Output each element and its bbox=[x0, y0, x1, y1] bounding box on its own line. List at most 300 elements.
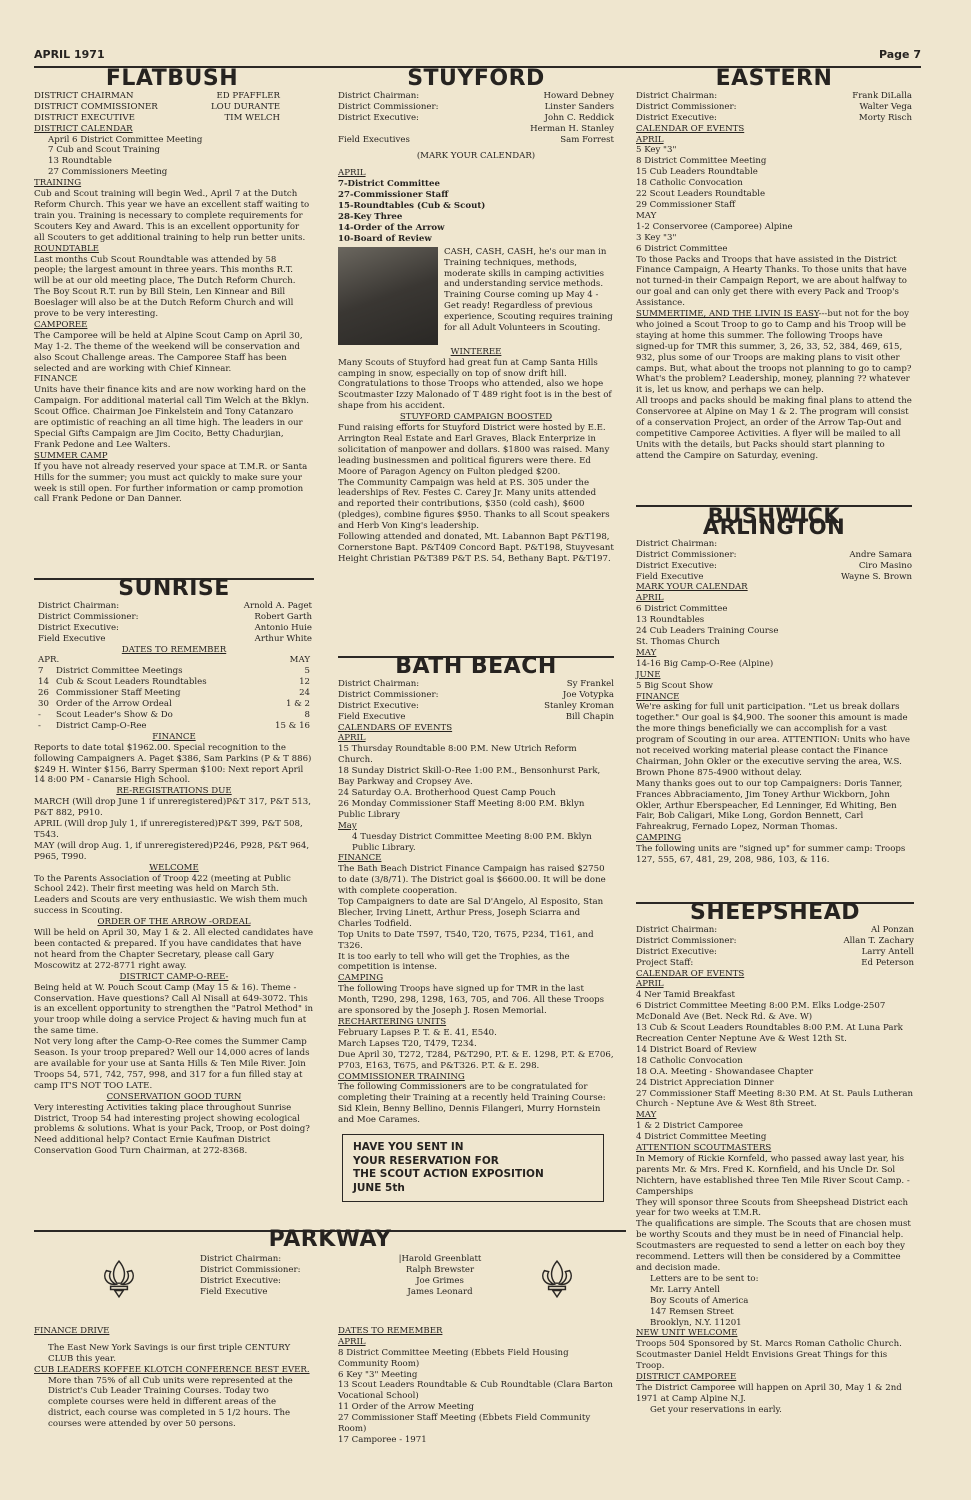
staff-row bbox=[338, 135, 614, 146]
oa-text: Will be held on April 30, May 1 & 2. All elected candidates have been contacted & prepared. If you have candidates that have not heard from the Chapter Secretary, please call Gary Moscowitz at 272-8771 right away. bbox=[34, 928, 314, 971]
camping-heading: CAMPING bbox=[636, 833, 682, 844]
sunrise-section bbox=[34, 578, 314, 1157]
calendar-item: 14-Order of the Arrow bbox=[338, 222, 445, 233]
camporee-text: Being held at W. Pouch Scout Camp (May 15 & 16). Theme - Conservation. Have questions? Call Al Nisall at 649-3072. This is an excellent opportunity to strengthen the "Patrol Method" in your troop while doing a service Project & having much fun at the same time. bbox=[34, 982, 313, 1037]
eastern-may bbox=[636, 222, 912, 255]
attention-text-3: The qualifications are simple. The Scouts that are chosen must be worthy Scouts and they must be in need of Financial help. bbox=[636, 1219, 911, 1241]
staff-row bbox=[636, 958, 914, 969]
calendar-item: 18 Catholic Convocation bbox=[636, 1055, 743, 1066]
date-row bbox=[34, 699, 314, 710]
staff-row bbox=[38, 623, 312, 634]
date-event: District Camp-O-Ree bbox=[56, 720, 147, 731]
staff-role: DISTRICT CHAIRMAN bbox=[34, 90, 134, 101]
commissioner-heading: COMMISSIONER TRAINING bbox=[338, 1071, 465, 1082]
finance-drive-text: The East New York Savings is our first triple CENTURY CLUB this year. bbox=[48, 1342, 291, 1364]
staff-name: Allan T. Zachary bbox=[843, 935, 914, 946]
staff-role: District Executive: bbox=[338, 700, 419, 711]
staff-role: District Executive: bbox=[338, 112, 419, 123]
eastern-staff bbox=[636, 91, 912, 124]
community-text: The Community Campaign was held at P.S. 305 under the leaderships of Rev. Festes C. Carey Jr. Many units attended and reported their contributions, $350 (cold cash), $600 (pledges), combine figures $950. Thanks to all Scout speakers and Herb Von King's leadership. bbox=[338, 477, 610, 532]
camporee-text: The District Camporee will happen on April 30, May 1 & 2nd 1971 at Camp Alpine N.J. bbox=[636, 1382, 902, 1404]
staff-name: Bill Chapin bbox=[565, 711, 614, 722]
bathbeach-staff bbox=[338, 679, 614, 723]
training-text: Cub and Scout training will begin Wed., April 7 at the Dutch Reform Church. This year we have an excellent staff waiting to train you. Training is necessary to complete requirements for Scouters Key and Award. This is an excellent opportunity for all Scouters to get additional training to help run better units. bbox=[34, 189, 310, 243]
flatbush-section bbox=[34, 66, 310, 505]
address-line: Mr. Larry Antell bbox=[650, 1284, 720, 1295]
bushwick-staff bbox=[636, 539, 912, 583]
calendar-item: 13 Roundtables bbox=[636, 615, 705, 626]
staff-row bbox=[338, 91, 614, 102]
calendar-item: 13 Scout Leaders Roundtable & Cub Roundtable (Clara Barton Vocational School) bbox=[338, 1380, 613, 1402]
staff-name: Sam Forrest bbox=[560, 134, 614, 145]
cub-heading: CUB LEADERS KOFFEE KLOTCH CONFERENCE BEST EVER. bbox=[34, 1364, 310, 1375]
calendar-item: 11 Order of the Arrow Meeting bbox=[338, 1402, 475, 1413]
date-event: Scout Leader's Show & Do bbox=[56, 709, 173, 720]
issue-date: APRIL 1971 bbox=[34, 48, 105, 61]
roundtable-heading: ROUNDTABLE bbox=[34, 243, 99, 254]
date-event: Cub & Scout Leaders Roundtables bbox=[56, 677, 207, 688]
sheepshead-may bbox=[636, 1121, 914, 1143]
staff-name: Walter Vega bbox=[859, 101, 912, 112]
finance-text: The Bath Beach District Finance Campaign has raised $2750 to date (3/8/71). The District goal is $6600.00. It will be done with complete cooperation. bbox=[338, 864, 606, 897]
bushwick-may bbox=[636, 659, 912, 670]
welcome-text: To the Parents Association of Troop 422 (meeting at Public School 242). Their first meeting was held on March 5th. Leaders and Scouts are very enthusiastic. We wish them much success in Scouting. bbox=[34, 873, 308, 917]
staff-role: District Chairman: bbox=[38, 600, 120, 611]
date-may: 1 & 2 bbox=[285, 699, 310, 710]
calendar-heading: CALENDAR OF EVENTS bbox=[636, 123, 745, 134]
staff-name: Larry Antell bbox=[861, 946, 914, 957]
rereg-item: MARCH (Will drop June 1 if unreregistered)P&T 317, P&T 513, P&T 882, P910. bbox=[34, 797, 311, 819]
finance-text-3: Top Units to Date T597, T540, T20, T675, P234, T161, and T326. bbox=[338, 929, 594, 951]
staff-name: ED PFAFFLER bbox=[216, 90, 280, 101]
camporee-text: The Camporee will be held at Alpine Scout Camp on April 30, May 1-2. The theme of the weekend will be conservation and also Scout Challenge areas. The Camporee Staff has been selected and are working with Chief Kinnear. bbox=[34, 330, 303, 374]
staff-role: District Executive: bbox=[636, 112, 717, 123]
staff-row bbox=[34, 91, 280, 102]
bushwick-section bbox=[636, 505, 912, 866]
bathbeach-section bbox=[338, 656, 614, 1202]
calendar-item: 8 District Committee Meeting (Ebbets Field Housing Community Room) bbox=[338, 1347, 569, 1369]
finance-drive-heading: FINANCE DRIVE bbox=[34, 1325, 110, 1336]
recharter-item: March Lapses T20, T479, T234. bbox=[338, 1038, 477, 1049]
eastern-calendar bbox=[636, 145, 912, 210]
date-row bbox=[34, 677, 314, 688]
welcome-heading: WELCOME bbox=[149, 862, 199, 873]
page-header bbox=[34, 48, 921, 66]
staff-name: Sy Frankel bbox=[566, 678, 614, 689]
sheepshead-calendar bbox=[636, 990, 914, 1110]
dates-heading: DATES TO REMEMBER bbox=[121, 644, 227, 655]
address-block bbox=[636, 1285, 914, 1329]
rereg-item: APRIL (Will drop July 1, if unreregistered)P&T 399, P&T 508, T543. bbox=[34, 819, 303, 840]
stuyford-section bbox=[338, 66, 614, 565]
staff-row bbox=[38, 601, 312, 612]
camping-heading: CAMPING bbox=[338, 973, 384, 984]
calendar-item: 18 Catholic Convocation bbox=[636, 178, 743, 189]
staff-role: DISTRICT COMMISSIONER bbox=[34, 101, 158, 112]
calendar-item: 4 Ner Tamid Breakfast bbox=[636, 990, 735, 1001]
staff-name: Morty Risch bbox=[858, 112, 912, 123]
conservoree-text: All troops and packs should be making final plans to attend the Conservoree at Alpine on May 1 & 2. The program will consist of a conservation Project, an order of the Arrow Tap-Out and competitive Camporee Activities. A flyer will be mailed to all Units with the details, but Packs should start planning to attend the Campire on Saturday, evening. bbox=[636, 396, 912, 461]
calendar-item: 1-2 Conservoree (Camporee) Alpine bbox=[636, 221, 793, 232]
date-april: 30 bbox=[38, 699, 49, 710]
finance-heading: FINANCE bbox=[636, 691, 680, 702]
date-may: 15 & 16 bbox=[275, 720, 310, 731]
commissioner-text: The following Commissioners are to be congratulated for completing their Training at a recently held Training Course: Sid Klein, Benny Bellino, Dennis Filangeri, Murry Hornstein and Moe Carames. bbox=[338, 1082, 606, 1126]
staff-role: District Commissioner: bbox=[338, 101, 439, 112]
sheepshead-staff bbox=[636, 925, 914, 969]
date-may: 24 bbox=[299, 688, 310, 699]
staff-role: Field Executive bbox=[338, 711, 406, 722]
staff-role: District Executive: bbox=[200, 1275, 281, 1286]
stuyford-title: STUYFORD bbox=[407, 66, 545, 91]
fleur-de-lis-icon bbox=[98, 1258, 140, 1300]
staff-row bbox=[34, 102, 280, 113]
calendar-item: 4 District Committee Meeting bbox=[636, 1132, 767, 1143]
april-label: APRIL bbox=[338, 733, 366, 744]
reservations-text: Get your reservations in early. bbox=[650, 1404, 782, 1415]
staff-role: District Commissioner: bbox=[636, 935, 737, 946]
new-unit-heading: NEW UNIT WELCOME bbox=[636, 1328, 738, 1339]
address-line: 147 Remsen Street bbox=[650, 1306, 734, 1317]
calendar-item: 27 Commissioners Meeting bbox=[48, 167, 168, 178]
winteree-text: Many Scouts of Stuyford had great fun at Camp Santa Hills camping in snow, especially on top of snow drift hill. Congratulations to those Troops who attended, also we hope Scoutmaster Izzy Malonado of T 489 right foot is in the best of shape from his accident. bbox=[338, 357, 612, 412]
finance-text-4: It is too early to tell who will get the Trophies, as the competition is intense. bbox=[338, 951, 570, 973]
calendar-item: 7-District Committee bbox=[338, 179, 440, 190]
calendar-heading: CALENDARS OF EVENTS bbox=[338, 722, 453, 733]
recharter-item: Due April 30, T272, T284, P&T290, P.T. & E. 1298, P.T. & E706, P703, E163, T675, and P&T326. P.T. & E. 298. bbox=[338, 1049, 614, 1071]
calendar-item: April 6 District Committee Meeting bbox=[48, 134, 203, 145]
staff-name: Linster Sanders bbox=[544, 101, 614, 112]
date-row bbox=[34, 666, 314, 677]
staff-role: District Commissioner: bbox=[200, 1264, 301, 1275]
staff-row bbox=[636, 550, 912, 561]
finance-heading: FINANCE bbox=[34, 374, 78, 385]
sheepshead-section bbox=[636, 902, 914, 1416]
address-line: Brooklyn, N.Y. 11201 bbox=[650, 1317, 742, 1328]
staff-name: Joe Votypka bbox=[562, 689, 614, 700]
winteree-heading: WINTEREE bbox=[450, 346, 502, 357]
staff-row bbox=[338, 124, 614, 135]
staff-name: Joe Grimes bbox=[416, 1275, 464, 1286]
campaign-text: Fund raising efforts for Stuyford District were hosted by E.E. Arrington Real Estate and Earl Graves, Black Enterprize in solicitation of manpower and dollars. $1800 was raised. Many leading businessmen and political figurers were there. Ed Moore of Paragon Agency on Fulton pledged $200. bbox=[338, 423, 610, 477]
staff-name: TIM WELCH bbox=[224, 112, 280, 123]
calendar-item: 15 Thursday Roundtable 8:00 P.M. New Utrich Reform Church. bbox=[338, 744, 577, 766]
cub-text: More than 75% of all Cub units were represented at the District's Cub Leader Training Courses. Today two complete courses were held in different areas of the district, each course was completed in 5 1/2 hours. The courses were attended by over 50 persons. bbox=[48, 1375, 293, 1430]
date-row bbox=[34, 688, 314, 699]
staff-row bbox=[636, 947, 914, 958]
calendar-item: 27 Commissioner Staff Meeting 8:30 P.M. At St. Pauls Lutheran Church - Neptune Ave & West 8th Street. bbox=[636, 1088, 914, 1110]
staff-row bbox=[38, 612, 312, 623]
april-label: APRIL bbox=[636, 979, 664, 990]
calendar-item: 6 Key "3" Meeting bbox=[338, 1369, 418, 1380]
campaign-heading: STUYFORD CAMPAIGN BOOSTED bbox=[399, 412, 553, 423]
calendar-item: 27 Commissioner Staff Meeting (Ebbets Field Community Room) bbox=[338, 1413, 591, 1435]
may-label: MAY bbox=[289, 655, 310, 666]
attention-heading: ATTENTION SCOUTMASTERS bbox=[636, 1143, 772, 1154]
staff-name: Robert Garth bbox=[254, 611, 312, 622]
box-line: THE SCOUT ACTION EXPOSITION bbox=[353, 1168, 544, 1181]
letters-text: Letters are to be sent to: bbox=[650, 1273, 759, 1284]
staff-role: District Commissioner: bbox=[338, 689, 439, 700]
staff-name: John C. Reddick bbox=[544, 112, 614, 123]
staff-name: LOU DURANTE bbox=[210, 101, 280, 112]
parkway-roles bbox=[200, 1254, 301, 1298]
calendar-item: 6 District Committee bbox=[636, 604, 728, 615]
calendar-item: 26 Monday Commissioner Staff Meeting 8:00 P.M. Bklyn Public Library bbox=[338, 798, 585, 820]
recharter-heading: RECHARTERING UNITS bbox=[338, 1017, 447, 1027]
staff-role: District Executive: bbox=[636, 560, 717, 571]
staff-name: Arnold A. Paget bbox=[243, 600, 312, 611]
thanks-text: To those Packs and Troops that have assisted in the District Finance Campaign, A Hearty Thanks. To those units that have not turned-in their Campaign Report, we are about halfway to our goal and can only get there with every Pack and Troop's Assistance. bbox=[636, 254, 907, 309]
june-label: JUNE bbox=[636, 669, 661, 680]
sunrise-title: SUNRISE bbox=[118, 576, 230, 601]
staff-row bbox=[34, 113, 280, 124]
date-may: 5 bbox=[304, 666, 310, 677]
page-number: Page 7 bbox=[878, 48, 921, 61]
mark-calendar: (MARK YOUR CALENDAR) bbox=[416, 151, 536, 162]
bushwick-june bbox=[636, 681, 912, 692]
calendar-item: 13 Roundtable bbox=[48, 156, 112, 167]
date-april: 26 bbox=[38, 688, 49, 699]
flatbush-calendar-heading: DISTRICT CALENDAR bbox=[34, 123, 133, 134]
bushwick-title: BUSHWICK ARLINGTON bbox=[702, 504, 846, 539]
bushwick-calendar bbox=[636, 604, 912, 648]
calendar-heading: MARK YOUR CALENDAR bbox=[636, 582, 748, 593]
calendar-item: 5 Key "3" bbox=[636, 145, 677, 156]
calendar-item: 6 District Committee bbox=[636, 243, 728, 254]
rereg-item: MAY (will drop Aug. 1, if unreregistered)P246, P928, P&T 964, P965, T990. bbox=[34, 840, 310, 862]
oa-heading: ORDER OF THE ARROW -ORDEAL bbox=[97, 917, 251, 928]
calendar-item: 24 Cub Leaders Training Course bbox=[636, 626, 779, 637]
parkway-right bbox=[338, 1326, 614, 1446]
staff-row bbox=[636, 925, 914, 936]
staff-row bbox=[338, 712, 614, 723]
sunrise-staff bbox=[34, 601, 314, 645]
calendar-item: 18 Sunday District Skill-O-Ree 1:00 P.M., Bensonhurst Park, Bay Parkway and Cropsey Ave. bbox=[338, 766, 601, 788]
summer-text: ---but not for the boy who joined a Scout Troop to go to Camp and his Troop will be staying at home this summer. The following Troops have signed-up for TMR this summer, 3, 26, 33, 52, 384, 469, 615, 932, plus some of our Troops are making plans to visit other camps. But, what about the troops not planning to go to camp? What's the problem? Leadership, money, planning ?? whatever it is, let us know, and perhaps we can help. bbox=[636, 309, 912, 396]
staff-name: Wayne S. Brown bbox=[841, 571, 912, 582]
attention-text-2: They will sponsor three Scouts from Sheepshead District each year for two weeks at T.M.R. bbox=[636, 1197, 909, 1219]
staff-row bbox=[338, 701, 614, 712]
staff-name: James Leonard bbox=[407, 1286, 473, 1297]
flatbush-staff bbox=[34, 91, 310, 124]
calendar-item: 27-Commissioner Staff bbox=[338, 190, 449, 201]
summer-heading: SUMMERTIME, AND THE LIVIN IS EASY bbox=[636, 309, 819, 320]
may-label: MAY bbox=[636, 1110, 657, 1121]
staff-row bbox=[38, 634, 312, 645]
april-label: APRIL bbox=[338, 168, 366, 179]
calendar-item: 1 & 2 District Camporee bbox=[636, 1121, 743, 1132]
parkway-names bbox=[380, 1254, 500, 1298]
staff-role: District Chairman: bbox=[338, 90, 420, 101]
staff-row bbox=[338, 690, 614, 701]
april-label: APRIL bbox=[636, 593, 664, 604]
bathbeach-may bbox=[338, 832, 614, 854]
calendar-heading: CALENDAR OF EVENTS bbox=[636, 968, 745, 979]
calendar-item: 13 Cub & Scout Leaders Roundtables 8:00 P.M. At Luna Park Recreation Center Neptune Ave & West 12th St. bbox=[636, 1023, 903, 1044]
finance-heading: FINANCE bbox=[152, 731, 196, 742]
staff-row bbox=[636, 113, 912, 124]
date-may: 12 bbox=[299, 677, 310, 688]
staff-role: District Chairman: bbox=[636, 90, 718, 101]
calendar-item: 15-Roundtables (Cub & Scout) bbox=[338, 201, 486, 212]
staff-row bbox=[636, 936, 914, 947]
staff-row bbox=[636, 539, 912, 550]
calendar-item: 14-16 Big Camp-O-Ree (Alpine) bbox=[636, 658, 774, 669]
calendar-item: 8 District Committee Meeting bbox=[636, 156, 767, 167]
staff-role: Field Executive bbox=[38, 633, 106, 644]
staff-row bbox=[338, 102, 614, 113]
staff-role: District Chairman: bbox=[200, 1253, 282, 1264]
flatbush-title: FLATBUSH bbox=[105, 66, 239, 91]
staff-role: Field Executive bbox=[636, 571, 704, 582]
staff-name: Howard Debney bbox=[543, 90, 614, 101]
rereg-heading: RE-REGISTRATIONS DUE bbox=[116, 786, 232, 797]
staff-role: DISTRICT EXECUTIVE bbox=[34, 112, 135, 123]
finance-text: Reports to date total $1962.00. Special recognition to the following Campaigners A. Paget $386, Sam Parkins (P & T 886) $249 H. Winter $156, Barry Sperman $100: Next report April 14 8:00 PM - Canarsie High School. bbox=[34, 742, 312, 786]
staff-role: District Chairman: bbox=[338, 678, 420, 689]
finance-text: We're asking for full unit participation. "Let us break dollars together." Our goal is $4,900. The sooner this amount is made the more things beneficially we can accomplish for a vast program of Scouting in our area. ATTENTION: Units who have not received working material please contact the Finance Chairman, John Okler or the executive serving the area, W.S. Brown Phone 875-4900 without delay. bbox=[636, 702, 911, 778]
new-unit-text: Troops 504 Sponsored by St. Marcs Roman Catholic Church. Scoutmaster Daniel Heldt Envisions Great Things for this Troop. bbox=[636, 1339, 902, 1372]
staff-role: Field Executive bbox=[200, 1286, 268, 1297]
staff-role: District Executive: bbox=[636, 946, 717, 957]
calendar-item: 15 Cub Leaders Roundtable bbox=[636, 167, 758, 178]
exposition-box bbox=[342, 1134, 604, 1202]
april-label: APRIL bbox=[636, 134, 664, 145]
camping-text: The following Troops have signed up for TMR in the last Month, T290, 298, 1298, 163, 705, and 706. All these Troops are sponsored by the Joseph J. Rosen Memorial. bbox=[338, 984, 605, 1017]
camporee-heading: DISTRICT CAMPOREE bbox=[636, 1372, 737, 1383]
rereg-list bbox=[34, 797, 314, 862]
parkway-dates bbox=[338, 1348, 614, 1446]
date-april: - bbox=[38, 720, 41, 731]
calendar-item: 7 Cub and Scout Training bbox=[48, 145, 161, 156]
attention-text-4: Scoutmasters are requested to send a letter on each boy they recommend. Letters will then be considered by a Committee and decision made. bbox=[636, 1241, 905, 1273]
eastern-title: EASTERN bbox=[715, 66, 833, 91]
donated-text: Following attended and donated, Mt. Labannon Bapt P&T198, Cornerstone Bapt. P&T409 Concord Bapt. P&T198, Stuyvesant Height Christian P&T389 P&T P.S. 54, Bethany Bapt. P&T197. bbox=[338, 532, 614, 564]
date-april: 14 bbox=[38, 677, 49, 688]
cash-text: CASH, CASH, CASH, he's our man in Training techniques, methods, moderate skills in camping activities and understanding service methods. Training Course coming up May 4 - Get ready! Regardless of previous experience, Scouting requires training for all Adult Volunteers in Scouting. bbox=[444, 246, 613, 334]
parkway-section bbox=[34, 1227, 626, 1445]
camporee-heading: DISTRICT CAMP-O-REE- bbox=[119, 971, 229, 982]
date-row bbox=[34, 721, 314, 732]
box-line: YOUR RESERVATION FOR bbox=[353, 1154, 499, 1167]
staff-row bbox=[636, 91, 912, 102]
staff-role: Field Executives bbox=[338, 134, 410, 145]
stuyford-staff bbox=[338, 91, 614, 146]
summer-text: Not very long after the Camp-O-Ree comes the Summer Camp Season. Is your troop prepared? Well our 14,000 acres of lands are available for your use at Santa Hills & Ten Mile River. Join Troops 54, 571, 742, 757, 998, and 317 for a fun filled stay at camp IT'S NOT TOO LATE. bbox=[34, 1037, 310, 1091]
calendar-item: 24 Saturday O.A. Brotherhood Quest Camp Pouch bbox=[338, 787, 556, 798]
calendar-item: 3 Key "3" bbox=[636, 232, 677, 243]
address-line: Boy Scouts of America bbox=[650, 1295, 749, 1306]
date-april: - bbox=[38, 709, 41, 720]
calendar-item: 6 District Committee Meeting 8:00 P.M. Elks Lodge-2507 McDonald Ave (Bet. Neck Rd. & Ave. W) bbox=[636, 1001, 886, 1023]
staff-row bbox=[338, 113, 614, 124]
staff-row bbox=[636, 572, 912, 583]
staff-role: District Commissioner: bbox=[38, 611, 139, 622]
calendar-item: 28-Key Three bbox=[338, 211, 403, 222]
calendar-item: 10-Board of Review bbox=[338, 233, 432, 244]
finance-text: Units have their finance kits and are now working hard on the Campaign. For additional material call Tim Welch at the Bklyn. Scout Office. Chairman Joe Finkelstein and Tony Catanzaro are optimistic of reaching an all time high. The leaders in our Special Gifts Campaign are Jim Cocito, Betty Chadurjian, Frank Pedone and Lee Walters. bbox=[34, 385, 309, 450]
summer-camp-heading: SUMMER CAMP bbox=[34, 450, 108, 461]
conservation-heading: CONSERVATION GOOD TURN bbox=[106, 1091, 242, 1102]
staff-name: Ralph Brewster bbox=[405, 1264, 475, 1275]
date-event: Order of the Arrow Ordeal bbox=[56, 699, 172, 710]
fleur-de-lis-icon bbox=[536, 1258, 578, 1300]
parkway-title: PARKWAY bbox=[268, 1227, 392, 1252]
camporee-heading: CAMPOREE bbox=[34, 319, 88, 330]
staff-name: Ciro Masino bbox=[858, 560, 912, 571]
dates-heading: DATES TO REMEMBER bbox=[338, 1325, 443, 1336]
may-label: MAY bbox=[636, 647, 657, 658]
date-event: Commissioner Staff Meeting bbox=[56, 688, 181, 699]
staff-role: Project Staff: bbox=[636, 957, 694, 968]
staff-name: Antonio Huie bbox=[254, 622, 312, 633]
staff-name: Al Ponzan bbox=[870, 924, 914, 935]
conservation-text: Very interesting Activities taking place throughout Sunrise District, Troop 54 had interesting project showing ecological problems & solutions. What is your Pack, Troop, or Post doing? Need additional help? Contact Ernie Kaufman District Conservation Good Turn Chairman, at 272-8368. bbox=[34, 1102, 310, 1157]
date-event: District Committee Meetings bbox=[56, 666, 183, 677]
training-heading: TRAINING bbox=[34, 178, 82, 189]
thanks-text: Many thanks goes out to our top Campaigners: Doris Tanner, Frances Abbraciamento, Jim Toney Arthur Wickborn, John Okler, Arthur Eberspeacher, Ed Lenninger, Ed Whiting, Ben Fair, Bob Caligari, Mike Long, Gordon Bennett, Carl Fahreakrug, Fernado Lopez, Norman Thomas. bbox=[636, 778, 903, 833]
finance-heading: FINANCE bbox=[338, 853, 382, 864]
staff-name: Stanley Kroman bbox=[544, 700, 614, 711]
date-may: 8 bbox=[304, 709, 310, 720]
staff-role: District Commissioner: bbox=[636, 101, 737, 112]
calendar-item: 18 O.A. Meeting - Showandasee Chapter bbox=[636, 1066, 814, 1077]
date-april: 7 bbox=[38, 666, 44, 677]
attention-text: In Memory of Rickie Kornfeld, who passed away last year, his parents Mr. & Mrs. Fred K. Kornfield, and his Uncle Dr. Sol Nichtern, have established three Ten Mile River Scout Camp. - Camperships bbox=[636, 1153, 910, 1197]
roundtable-text: Last months Cub Scout Roundtable was attended by 58 people; the largest amount in three years. This months R.T. will be at our old meeting place, The Dutch Reform Church. The Boy Scout R.T. run by Bill Stein, Len Kinnear and Bill Boeslager will also be at the Dutch Reform Church and will prove to be very interesting. bbox=[34, 254, 296, 320]
date-row bbox=[34, 710, 314, 721]
calendar-item: 5 Big Scout Show bbox=[636, 680, 714, 691]
calendar-item: 14 District Board of Review bbox=[636, 1044, 757, 1055]
recharter-item: February Lapses P. T. & E. 41, E540. bbox=[338, 1027, 497, 1038]
flatbush-calendar bbox=[34, 135, 310, 179]
staff-name: Frank DiLalla bbox=[852, 90, 912, 101]
parkway-left bbox=[34, 1326, 310, 1430]
staff-row bbox=[636, 102, 912, 113]
summer-camp-text: If you have not already reserved your space at T.M.R. or Santa Hills for the summer; you must act quickly to make sure your week is still open. For further information or camp promotion call Frank Pedone or Dan Danner. bbox=[34, 461, 308, 505]
may-label: MAY bbox=[636, 210, 657, 221]
staff-role: District Chairman: bbox=[636, 538, 718, 549]
scout-photo bbox=[338, 247, 438, 345]
april-label: APRIL bbox=[338, 1336, 366, 1347]
box-line: JUNE 5th bbox=[353, 1181, 405, 1194]
calendar-item: 4 Tuesday District Committee Meeting 8:00 P.M. Bklyn Public Library. bbox=[352, 831, 592, 853]
bathbeach-title: BATH BEACH bbox=[395, 654, 557, 679]
staff-role: District Executive: bbox=[38, 622, 119, 633]
staff-name: Andre Samara bbox=[849, 549, 912, 560]
apr-label: APR. bbox=[38, 655, 60, 666]
calendar-item: St. Thomas Church bbox=[636, 636, 720, 647]
staff-row bbox=[338, 679, 614, 690]
calendar-item: 17 Camporee - 1971 bbox=[338, 1434, 427, 1445]
calendar-item: 22 Scout Leaders Roundtable bbox=[636, 189, 766, 200]
recharter-list bbox=[338, 1028, 614, 1072]
staff-name: Herman H. Stanley bbox=[530, 123, 614, 134]
may-label: May bbox=[338, 820, 357, 831]
stuyford-calendar bbox=[338, 179, 614, 244]
calendar-item: 29 Commissioner Staff bbox=[636, 199, 736, 210]
staff-role: District Chairman: bbox=[636, 924, 718, 935]
staff-name: |Harold Greenblatt bbox=[398, 1253, 482, 1264]
sheepshead-title: SHEEPSHEAD bbox=[689, 900, 860, 925]
staff-name: Ed Peterson bbox=[861, 957, 914, 968]
camping-text: The following units are "signed up" for summer camp: Troops 127, 555, 67, 481, 29, 208, 986, 103, & 116. bbox=[636, 844, 906, 866]
eastern-section bbox=[636, 66, 912, 462]
staff-row bbox=[636, 561, 912, 572]
staff-name: Arthur White bbox=[254, 633, 312, 644]
finance-text-2: Top Campaigners to date are Sal D'Angelo, Al Esposito, Stan Blecher, Irving Linett, Arthur Press, Joseph Sciarra and Charles Todfield. bbox=[338, 897, 604, 929]
